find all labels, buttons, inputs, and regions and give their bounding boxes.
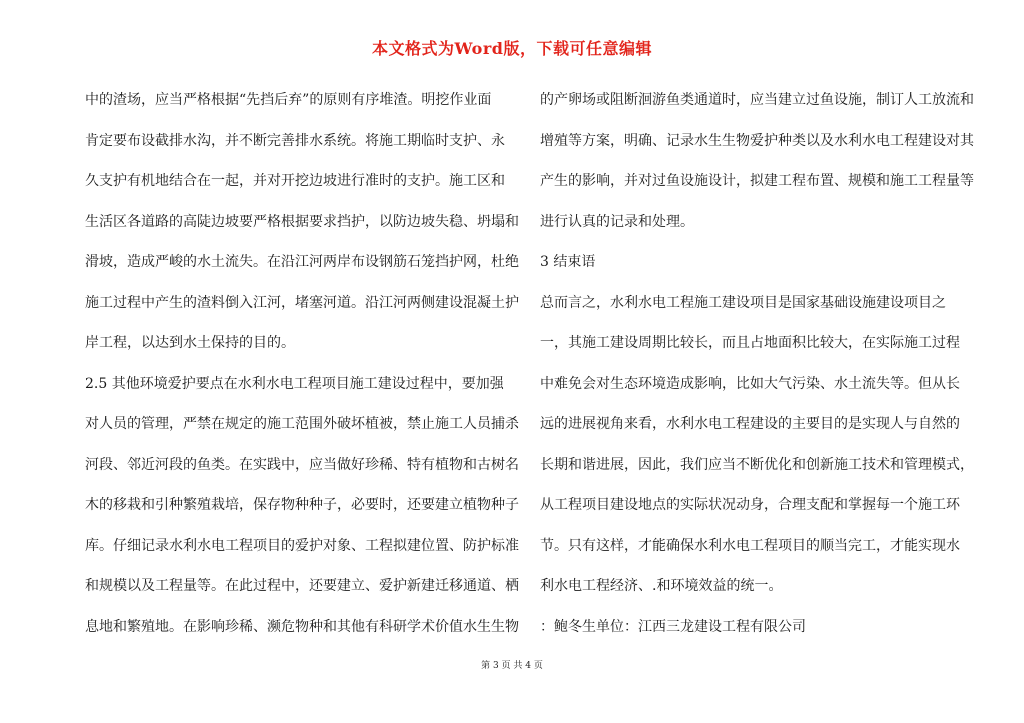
- text-line: 滑坡，造成严峻的水土流失。在沿江河两岸布设钢筋石笼挡护网，杜绝: [85, 254, 519, 270]
- text-line: 的产卵场或阻断洄游鱼类通道时，应当建立过鱼设施，制订人工放流和: [540, 92, 974, 108]
- text-line: 一，其施工建设周期比较长，而且占地面积比较大，在实际施工过程: [540, 335, 960, 351]
- text-line: 库。仔细记录水利水电工程项目的爱护对象、工程拟建位置、防护标准: [85, 537, 519, 554]
- text-line: 远的进展视角来看，水利水电工程建设的主要目的是实现人与自然的: [540, 416, 960, 432]
- text-line: 河段、邻近河段的鱼类。在实践中，应当做好珍稀、特有植物和古树名: [85, 456, 519, 473]
- text-line: 中难免会对生态环境造成影响，比如大气污染、水土流失等。但从长: [540, 375, 960, 392]
- right-column: [540, 80, 974, 647]
- text-line: 久支护有机地结合在一起，并对开挖边坡进行准时的支护。施工区和: [85, 173, 505, 189]
- text-line: 长期和谐进展，因此，我们应当不断优化和创新施工技术和管理模式，: [540, 456, 974, 473]
- text-line: 岸工程，以达到水土保持的目的。: [85, 335, 295, 351]
- text-line: 从工程项目建设地点的实际状况动身，合理支配和掌握每一个施工环: [540, 497, 960, 513]
- page-indicator: 第 3 页 共 4 页: [481, 661, 543, 671]
- text-line: 增殖等方案，明确、记录水生生物爱护种类以及水利水电工程建设对其: [540, 132, 974, 149]
- text-line: 进行认真的记录和处理。: [540, 213, 694, 230]
- text-line: 施工过程中产生的渣料倒入江河，堵塞河道。沿江河两侧建设混凝土护: [85, 294, 519, 311]
- section-heading: 3 结束语: [540, 254, 596, 270]
- author-line: ：鲍冬生单位：江西三龙建设工程有限公司: [540, 618, 806, 635]
- text-line: 中的渣场，应当严格根据“先挡后弃”的原则有序堆渣。明挖作业面: [85, 92, 492, 108]
- text-line: 对人员的管理，严禁在规定的施工范围外破坏植被，禁止施工人员捕杀: [85, 416, 519, 432]
- text-line: 产生的影响，并对过鱼设施设计，拟建工程布置、规模和施工工程量等: [540, 173, 974, 189]
- text-line: 利水电工程经济、.和环境效益的统一。: [540, 578, 783, 594]
- text-line: 木的移栽和引种繁殖栽培，保存物种种子，必要时，还要建立植物种子: [85, 497, 519, 513]
- section-heading-line: 2.5 其他环境爱护要点在水利水电工程项目施工建设过程中，要加强: [85, 375, 504, 392]
- left-column: [85, 80, 519, 647]
- text-line: 生活区各道路的高陡边坡要严格根据要求挡护，以防边坡失稳、坍塌和: [85, 213, 519, 230]
- text-line: 肯定要布设截排水沟，并不断完善排水系统。将施工期临时支护、永: [85, 132, 505, 149]
- text-line: 和规模以及工程量等。在此过程中，还要建立、爱护新建迁移通道、栖: [85, 578, 519, 594]
- text-line: 节。只有这样，才能确保水利水电工程项目的顺当完工，才能实现水: [540, 537, 960, 554]
- text-line: 息地和繁殖地。在影响珍稀、濒危物种和其他有科研学术价值水生生物: [85, 618, 519, 635]
- format-banner: 本文格式为Word版，下载可任意编辑: [372, 39, 652, 58]
- text-line: 总而言之，水利水电工程施工建设项目是国家基础设施建设项目之: [540, 294, 946, 311]
